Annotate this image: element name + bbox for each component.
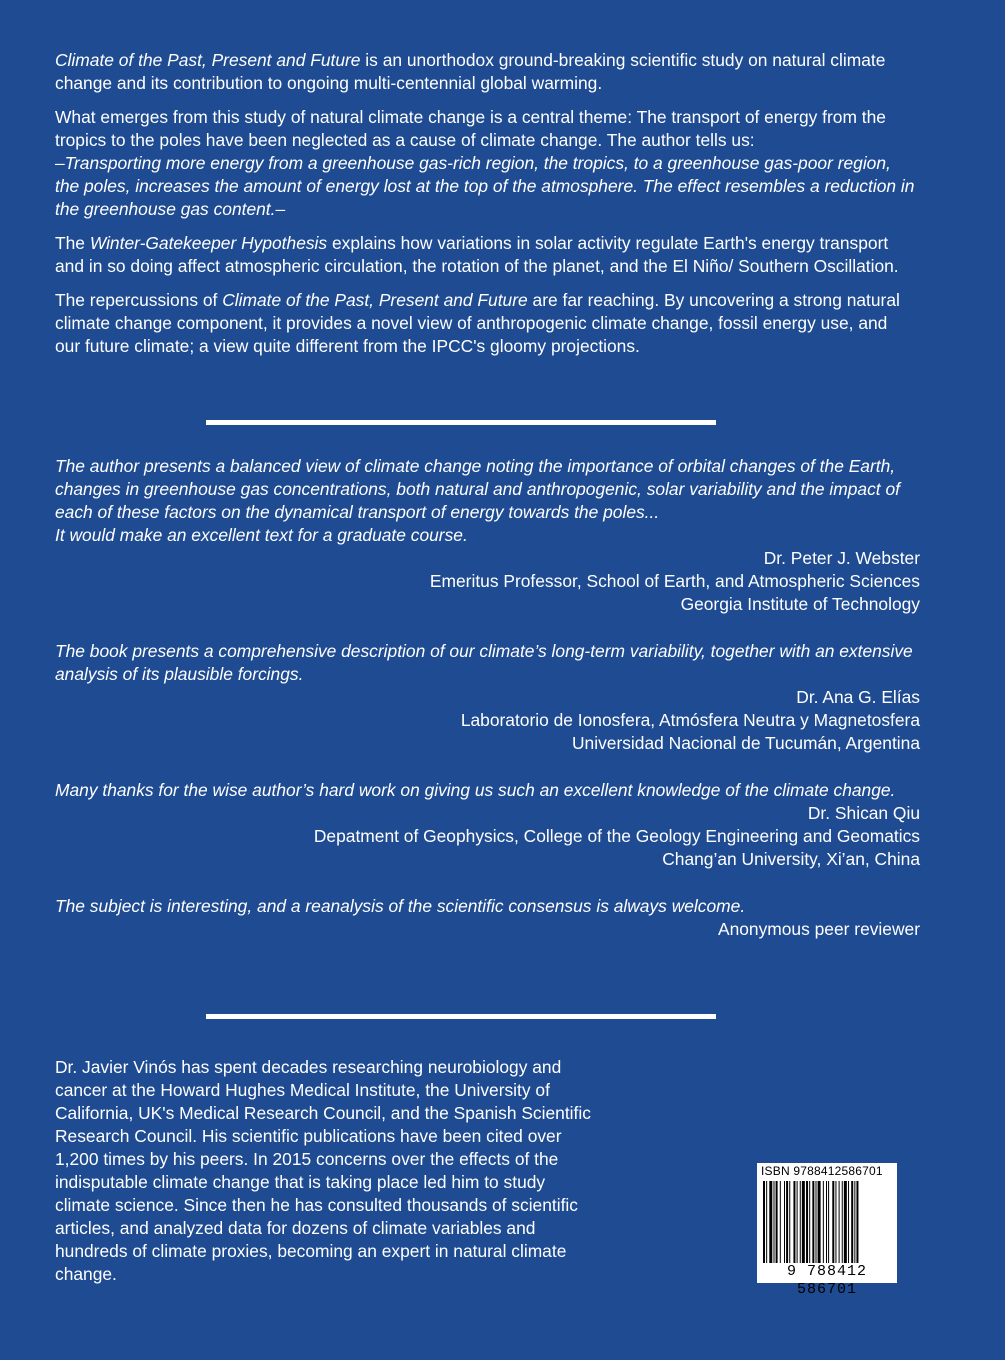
isbn-label: ISBN 9788412586701 [761,1164,883,1178]
barcode-bar [789,1181,790,1263]
reviewer-affiliation: Depatment of Geophysics, College of the Geology Engineering and Geomatics [313,826,920,846]
book-blurb [55,49,915,369]
barcode-bar [809,1181,810,1263]
blurb-text: The [55,233,90,253]
reviewer-affiliation: Universidad Nacional de Tucumán, Argentina [571,733,920,753]
reviewer-affiliation: Chang’an University, Xi’an, China [662,849,920,869]
review-text: Many thanks for the wise author’s hard work on giving us such an excellent knowledge of the climate change. [55,780,896,800]
reviewer-affiliation: Laboratorio de Ionosfera, Atmósfera Neutra y Magnetosfera [460,710,920,730]
barcode-bar [856,1181,858,1263]
barcode-bar [844,1181,847,1263]
barcode-bar [854,1181,855,1263]
book-title-italic: Climate of the Past, Present and Future [55,50,361,70]
barcode-bar [816,1181,817,1263]
barcode-bar [763,1181,765,1263]
review [55,640,920,755]
reviewer-affiliation: Emeritus Professor, School of Earth, and Atmospheric Sciences [429,571,920,591]
barcode-bar [784,1181,785,1263]
hypothesis-title-italic: Winter-Gatekeeper Hypothesis [89,233,328,253]
blurb-text: are far reaching. By uncovering a strong natural climate change component, it provides a novel view of anthropogenic climate change, fossil energy use, and our future climate; a view quite different from the IPCC's gloomy projections. [55,290,900,356]
author-bio: Dr. Javier Vinós has spent decades researching neurobiology and cancer at the Howard Hughes Medical Institute, the University of California, UK's Medical Research Council, and the Spanish Scientific Research Council. His scientific publications have been cited over 1,200 times by his peers. In 2015 concerns over the effects of the indisputable climate change that is taking place led him to study climate science. Since then he has consulted thousands of scientific articles, and analyzed data for dozens of climate variables and hundreds of climate proxies, becoming an expert in natural climate change. [55,1057,591,1284]
barcode-digits: 9 788412 586701 [786,1263,867,1298]
blurb-paragraph-1 [55,49,915,95]
barcode-bar [812,1181,814,1263]
barcode-bar [793,1181,795,1263]
review-text: The book presents a comprehensive description of our climate’s long-term variability, together with an extensive analysis of its plausible forcings. [55,641,913,684]
review [55,895,920,941]
barcode-bar [823,1181,824,1263]
barcode-bar [835,1181,836,1263]
review-text: It would make an excellent text for a graduate course. [55,525,468,545]
reviewer-name: Dr. Peter J. Webster [763,548,920,568]
blurb-paragraph-4 [55,289,915,358]
barcode-bar [802,1181,805,1263]
review-text: The subject is interesting, and a reanalysis of the scientific consensus is always welcome. [55,896,746,916]
barcode-bar [851,1181,853,1263]
barcode-bar [832,1181,834,1263]
review [55,779,920,871]
barcode-bar [826,1181,827,1263]
barcode-bar [769,1181,772,1263]
reviewer-affiliation: Georgia Institute of Technology [680,594,920,614]
barcode-bar [776,1181,778,1263]
blurb-text: explains how variations in solar activity regulate Earth's energy transport and in so doing affect atmospheric circulation, the rotation of the planet, and the El Niño/ Southern Oscillation. [55,233,899,276]
reviewer-name: Dr. Shican Qiu [807,803,920,823]
barcode-bar [828,1181,829,1263]
barcode-bar [774,1181,775,1263]
barcode-bar [839,1181,840,1263]
review-text: The author presents a balanced view of climate change noting the importance of orbital changes of the Earth, changes in greenhouse gas concentrations, both natural and anthropogenic, solar variability and the impact of each of these factors on the dynamical transport of energy towards the poles... [55,456,900,522]
barcode-bar [780,1181,781,1263]
blurb-text: What emerges from this study of natural climate change is a central theme: The transport of energy from the tropics to the poles have been neglected as a cause of climate change. The author tells us: [55,107,886,150]
blurb-paragraph-3 [55,232,915,278]
barcode-bar [848,1181,849,1263]
reviewer-name: Dr. Ana G. Elías [796,687,920,707]
book-title-italic: Climate of the Past, Present and Future [222,290,528,310]
divider-rule [206,1014,716,1019]
divider-rule [206,420,716,425]
author-quote: –Transporting more energy from a greenhouse gas-rich region, the tropics, to a greenhouse gas-poor region, the poles, increases the amount of energy lost at the top of the atmosphere. The effect resembles a reduction in the greenhouse gas content.– [55,153,915,219]
barcode-bar [766,1181,767,1263]
barcode-bar [786,1181,788,1263]
blurb-text: The repercussions of [55,290,223,310]
blurb-text: is an unorthodox ground-breaking scientific study on natural climate change and its contribution to ongoing multi-centennial global warming. [55,50,886,93]
blurb-paragraph-2 [55,106,915,221]
barcode-bar [806,1181,808,1263]
barcode-bar [800,1181,801,1263]
barcode-bar [797,1181,798,1263]
isbn-barcode [757,1163,897,1298]
barcode-bar [818,1181,821,1263]
barcode-icon [763,1181,891,1263]
barcode-bar [842,1181,843,1263]
reviewer-name: Anonymous peer reviewer [717,919,920,939]
review [55,455,920,616]
reviews-section [55,455,920,941]
